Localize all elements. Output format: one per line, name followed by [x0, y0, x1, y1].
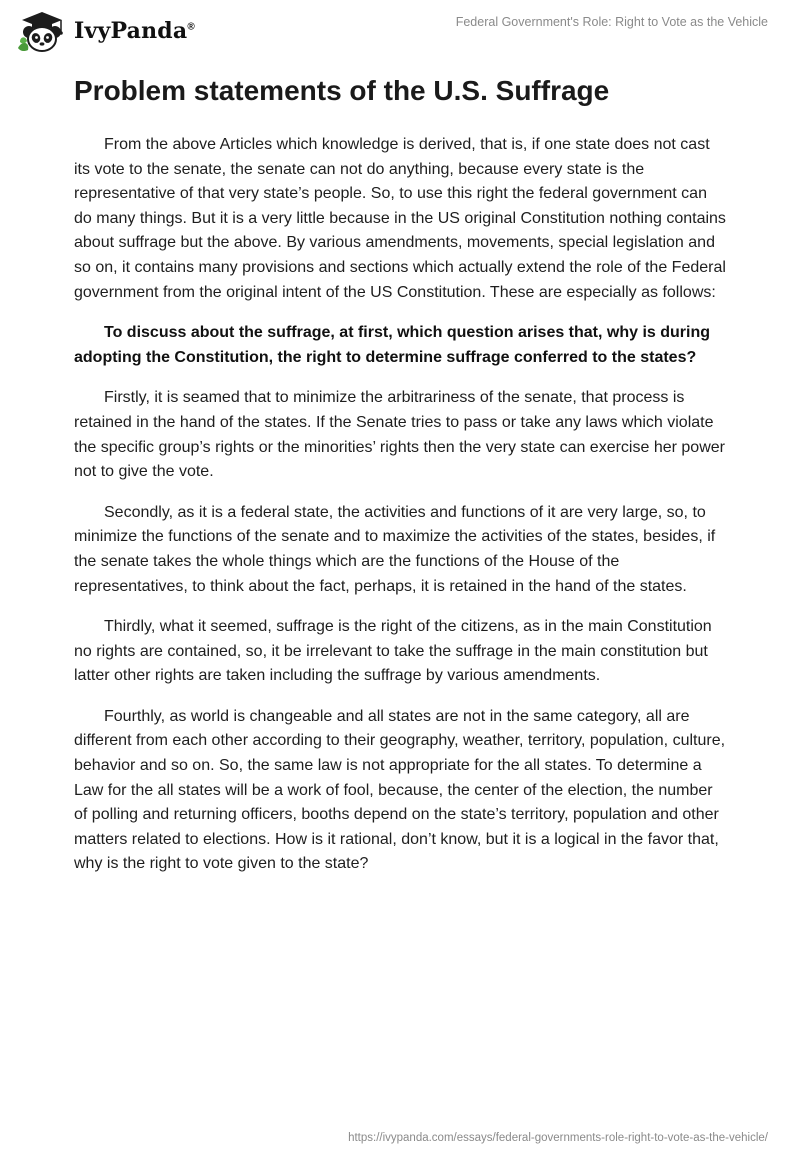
document-title: Federal Government's Role: Right to Vote as the Vehicle [455, 15, 768, 29]
paragraph: From the above Articles which knowledge is derived, that is, if one state does not cast its vote to the senate, the senate can not do anything, because every state is the representative of that very state’s people. So, to use this right the federal government can do many things. But it is a very little because in the US original Constitution nothing contains about suffrage but the above. By various amendments, movements, special legislation and so on, it contains many provisions and sections which actually extend the role of the Federal government from the original intent of the US Constitution. These are especially as follows: [74, 136, 726, 301]
paragraph: Thirdly, what it seemed, suffrage is the right of the citizens, as in the main Constitution no rights are contained, so, it be irrelevant to take the suffrage in the main constitution but latter other rights are taken including the suffrage by various amendments. [74, 618, 712, 685]
page-title: Problem statements of the U.S. Suffrage [74, 75, 610, 106]
paragraph: Secondly, as it is a federal state, the activities and functions of it are very large, so, to minimize the functions of the senate and to maximize the activities of the states, besides, if the senate takes the whole things which are the functions of the House of the representatives, to think about the fact, perhaps, it is retained in the hand of the states. [74, 503, 716, 595]
registered-mark: ® [187, 21, 195, 33]
source-url[interactable]: https://ivypanda.com/essays/federal-governments-role-right-to-vote-as-the-vehicle/ [348, 1132, 768, 1144]
paragraph-question: To discuss about the suffrage, at first, which question arises that, why is during adopting the Constitution, the right to determine suffrage conferred to the states? [74, 324, 711, 366]
essay-body [74, 133, 728, 893]
paragraph: Firstly, it is seamed that to minimize the arbitrariness of the senate, that process is retained in the hand of the states. If the Senate tries to pass or take any laws which violate the specific group’s rights or the minorities’ rights then the very state can exercise her power not to give the vote. [74, 389, 725, 481]
page-header [0, 0, 800, 64]
panda-graduate-logo-icon [14, 8, 70, 54]
ivypanda-logo[interactable] [14, 8, 195, 54]
brand-name: IvyPanda® [74, 18, 195, 44]
paragraph: Fourthly, as world is changeable and all states are not in the same category, all are different from each other according to their geography, weather, territory, population, culture, behavior and so on. So, the same law is not appropriate for the all states. To determine a Law for the all states will be a work of fool, because, the center of the election, the number of polling and returning officers, booths depend on the state’s territory, population and other matters related to elections. How is it rational, don’t know, but it is a logical in the favor that, why is the right to vote given to the state? [74, 707, 726, 873]
